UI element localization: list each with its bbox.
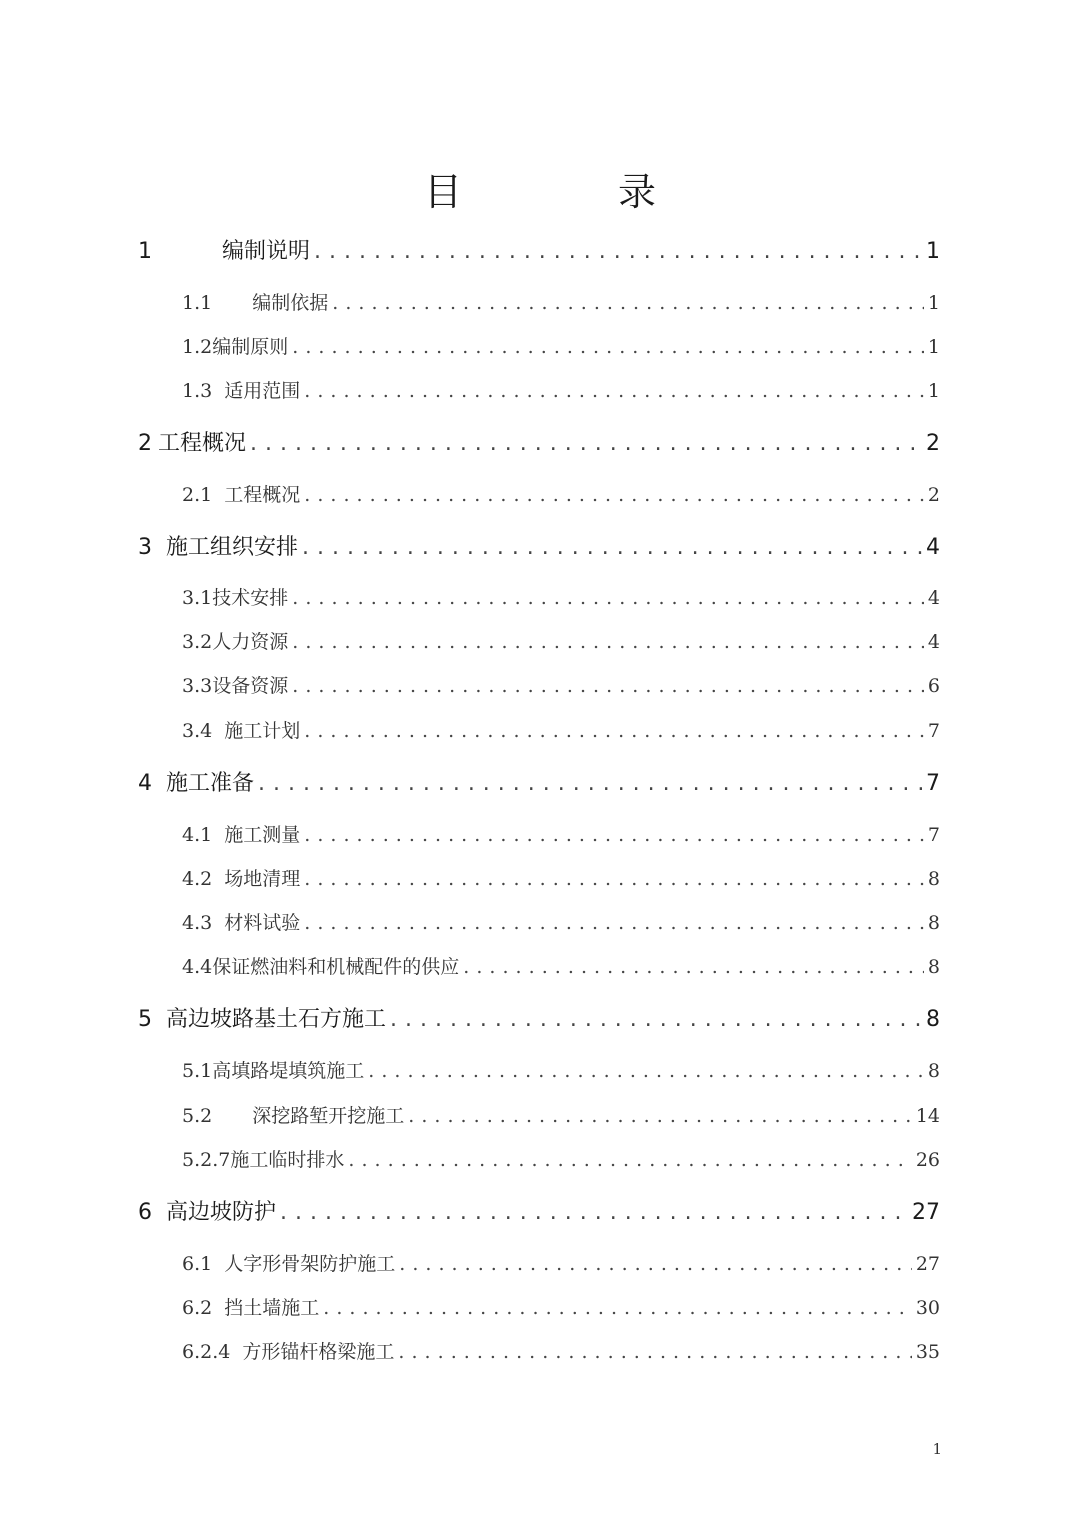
toc-entry-page: 8 xyxy=(927,956,940,978)
toc-entry-page: 1 xyxy=(927,336,940,358)
toc-entry-title: 编制依据 xyxy=(252,292,329,314)
toc-entry-3-3[interactable] xyxy=(182,671,940,701)
toc-entry-title: 编制原则 xyxy=(212,336,289,358)
toc-entry-title: 工程概况 xyxy=(158,431,247,456)
toc-entry-title: 适用范围 xyxy=(224,380,301,402)
toc-entry-page: 8 xyxy=(926,1007,940,1032)
page-number: 1 xyxy=(932,1440,942,1458)
toc-entry-3[interactable] xyxy=(138,531,940,565)
toc-entry-title: 人字形骨架防护施工 xyxy=(224,1253,396,1275)
toc-entry-number: 4.3 xyxy=(182,912,213,934)
toc-entry-page: 30 xyxy=(915,1297,940,1319)
toc-entry-page: 27 xyxy=(915,1253,940,1275)
toc-dot-leader xyxy=(332,288,924,318)
toc-entry-title: 人力资源 xyxy=(212,631,289,653)
toc-dot-leader xyxy=(323,1293,912,1323)
toc-entry-page: 1 xyxy=(927,380,940,402)
toc-entry-title: 设备资源 xyxy=(212,675,289,697)
toc-entry-4-2[interactable] xyxy=(182,864,940,894)
toc-dot-leader xyxy=(304,820,924,850)
toc-entry-title: 方形锚杆格梁施工 xyxy=(242,1341,395,1363)
toc-entry-2[interactable] xyxy=(138,427,940,461)
toc-entry-page: 2 xyxy=(927,484,940,506)
toc-entry-number: 1.2 xyxy=(182,336,213,358)
toc-entry-page: 8 xyxy=(927,912,940,934)
toc-entry-title: 施工临时排水 xyxy=(230,1149,345,1171)
toc-dot-leader xyxy=(314,235,922,269)
toc-entry-title: 保证燃油料和机械配件的供应 xyxy=(212,956,460,978)
toc-entry-3-1[interactable] xyxy=(182,583,940,613)
toc-entry-number: 4.4 xyxy=(182,956,213,978)
toc-entry-6[interactable] xyxy=(138,1196,940,1230)
toc-entry-4[interactable] xyxy=(138,767,940,801)
toc-entry-title: 施工准备 xyxy=(166,771,255,796)
toc-entry-5[interactable] xyxy=(138,1003,940,1037)
toc-entry-title: 高填路堤填筑施工 xyxy=(212,1060,365,1082)
toc-entry-number: 3 xyxy=(138,535,152,560)
toc-entry-number: 1.3 xyxy=(182,380,213,402)
toc-entry-5-2-7[interactable] xyxy=(182,1145,940,1175)
toc-entry-number: 2 xyxy=(138,431,152,456)
toc-entry-5-2[interactable] xyxy=(182,1101,940,1131)
toc-entry-6-1[interactable] xyxy=(182,1249,940,1279)
toc-entry-1-2[interactable] xyxy=(182,332,940,362)
toc-entry-6-2[interactable] xyxy=(182,1293,940,1323)
toc-entry-number: 3.1 xyxy=(182,587,213,609)
toc-entry-page: 8 xyxy=(927,868,940,890)
toc-entry-page: 1 xyxy=(927,292,940,314)
toc-entry-page: 2 xyxy=(926,431,940,456)
toc-entry-number: 6 xyxy=(138,1200,152,1225)
toc-entry-page: 4 xyxy=(927,587,940,609)
toc-entry-number: 5 xyxy=(138,1007,152,1032)
toc-dot-leader xyxy=(304,716,924,746)
toc-entry-6-2-4[interactable] xyxy=(182,1337,940,1367)
toc-entry-number: 3.2 xyxy=(182,631,213,653)
toc-entry-title: 高边坡路基土石方施工 xyxy=(166,1007,387,1032)
toc-entry-number: 5.2.7 xyxy=(182,1149,231,1171)
toc-entry-number: 6.1 xyxy=(182,1253,213,1275)
toc-entry-page: 14 xyxy=(915,1105,940,1127)
toc-entry-title: 工程概况 xyxy=(224,484,301,506)
toc-entry-page: 8 xyxy=(927,1060,940,1082)
toc-entry-1[interactable] xyxy=(138,235,940,269)
toc-entry-number: 5.2 xyxy=(182,1105,213,1127)
toc-entry-page: 7 xyxy=(926,771,940,796)
toc-dot-leader xyxy=(399,1249,912,1279)
toc-entry-title: 材料试验 xyxy=(224,912,301,934)
toc-entry-number: 6.2 xyxy=(182,1297,213,1319)
toc-entry-title: 场地清理 xyxy=(224,868,301,890)
toc-entry-page: 7 xyxy=(927,720,940,742)
toc-dot-leader xyxy=(463,952,924,982)
toc-entry-title: 施工测量 xyxy=(224,824,301,846)
toc-entry-title: 高边坡防护 xyxy=(166,1200,277,1225)
toc-entry-page: 1 xyxy=(926,239,940,264)
toc-entry-number: 1 xyxy=(138,239,152,264)
toc-entry-title: 挡土墙施工 xyxy=(224,1297,320,1319)
toc-entry-1-3[interactable] xyxy=(182,376,940,406)
toc-entry-3-4[interactable] xyxy=(182,716,940,746)
toc-entry-page: 35 xyxy=(915,1341,940,1363)
toc-entry-3-2[interactable] xyxy=(182,627,940,657)
toc-dot-leader xyxy=(292,332,924,362)
toc-dot-leader xyxy=(348,1145,911,1175)
toc-dot-leader xyxy=(408,1101,912,1131)
toc-entry-page: 7 xyxy=(927,824,940,846)
toc-entry-4-3[interactable] xyxy=(182,908,940,938)
toc-dot-leader xyxy=(292,583,924,613)
toc-entry-page: 27 xyxy=(912,1200,940,1225)
toc-entry-number: 6.2.4 xyxy=(182,1341,231,1363)
toc-entry-number: 4.1 xyxy=(182,824,213,846)
toc-dot-leader xyxy=(390,1003,922,1037)
toc-entry-1-1[interactable] xyxy=(182,288,940,318)
toc-entry-number: 5.1 xyxy=(182,1060,213,1082)
toc-entry-title: 施工组织安排 xyxy=(166,535,299,560)
toc-entry-4-4[interactable] xyxy=(182,952,940,982)
toc-entry-title: 深挖路堑开挖施工 xyxy=(252,1105,405,1127)
toc-entry-5-1[interactable] xyxy=(182,1056,940,1086)
page-title: 目 录 xyxy=(423,170,729,214)
toc-entry-number: 4.2 xyxy=(182,868,213,890)
toc-dot-leader xyxy=(304,864,924,894)
toc-dot-leader xyxy=(398,1337,911,1367)
toc-entry-2-1[interactable] xyxy=(182,480,940,510)
toc-entry-page: 4 xyxy=(927,631,940,653)
toc-dot-leader xyxy=(304,480,924,510)
toc-dot-leader xyxy=(304,908,924,938)
toc-dot-leader xyxy=(280,1196,908,1230)
toc-entry-page: 26 xyxy=(915,1149,940,1171)
toc-dot-leader xyxy=(292,627,924,657)
toc-entry-page: 6 xyxy=(927,675,940,697)
toc-dot-leader xyxy=(258,767,922,801)
toc-entry-number: 1.1 xyxy=(182,292,213,314)
toc-entry-number: 2.1 xyxy=(182,484,213,506)
toc-entry-number: 3.4 xyxy=(182,720,213,742)
toc-dot-leader xyxy=(292,671,924,701)
toc-entry-page: 4 xyxy=(926,535,940,560)
toc-entry-title: 编制说明 xyxy=(222,239,311,264)
toc-entry-title: 技术安排 xyxy=(212,587,289,609)
toc-entry-number: 4 xyxy=(138,771,152,796)
toc-dot-leader xyxy=(302,531,922,565)
toc-dot-leader xyxy=(250,427,922,461)
toc-entry-4-1[interactable] xyxy=(182,820,940,850)
toc-dot-leader xyxy=(368,1056,924,1086)
toc-dot-leader xyxy=(304,376,924,406)
toc-entry-title: 施工计划 xyxy=(224,720,301,742)
toc-entry-number: 3.3 xyxy=(182,675,213,697)
